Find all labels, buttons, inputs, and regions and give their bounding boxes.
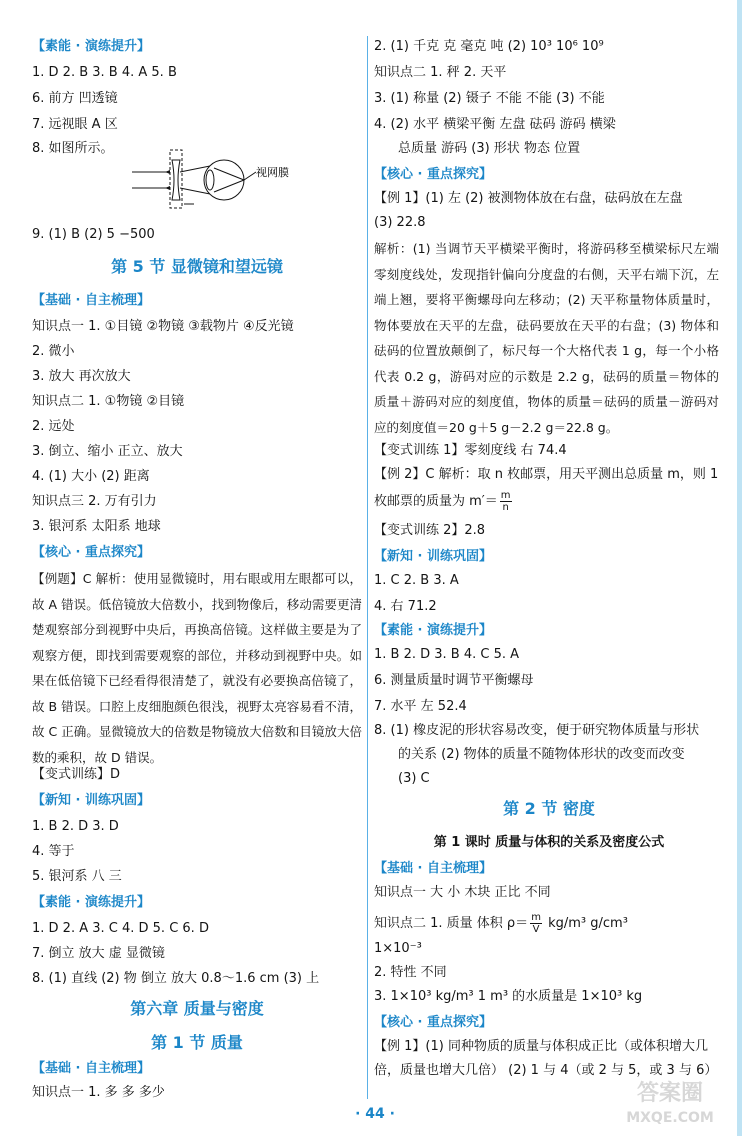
answer-line: 【例 1】(1) 左 (2) 被测物体放在右盘，砝码放在左盘: [374, 191, 683, 206]
answer-line: 知识点二 1. 秤 2. 天平: [374, 65, 507, 80]
section-heading: 【基础 · 自主梳理】: [374, 861, 492, 876]
section-heading: 【基础 · 自主梳理】: [32, 1061, 150, 1076]
fraction: [500, 490, 512, 513]
answer-line: 1×10⁻³: [374, 941, 422, 956]
answer-line: 3. (1) 称量 (2) 镊子 不能 不能 (3) 不能: [374, 91, 605, 106]
answer-line: [374, 912, 628, 935]
section-heading: 【素能 · 演练提升】: [32, 895, 150, 910]
section-heading: 【新知 · 训练巩固】: [374, 549, 492, 564]
answer-line: 4. (1) 大小 (2) 距离: [32, 469, 150, 484]
answer-line: 5. 银河系 八 三: [32, 869, 122, 884]
example-explanation: 解析：(1) 当调节天平横梁平衡时，将游码移至横梁标尺左端零刻度线处，发现指针偏向分度盘的右侧，天平右端下沉，左端上翘，要将平衡螺母向左移动；(2) 天平称量物体质量时，物体要放在天平的左盘，砝码要放在天平的右盘；(3) 物体和砝码的位置放颠倒了，标尺每一个大格代表 1 g，每一个小格代表 0.2 g，游码对应的示数是 2.2 g，砝码的质量＝物体的质量＋游码对应的刻度值，物体的质量＝砝码的质量－游码对应的刻度值＝20 g＋5 g－2.2 g＝22.8 g。: [374, 241, 719, 435]
answer-line: 7. 水平 左 52.4: [374, 699, 467, 714]
retina-label: 视网膜: [256, 166, 289, 179]
answer-line: 7. 倒立 放大 虚 显微镜: [32, 946, 165, 961]
answer-line: 1. B 2. D 3. D: [32, 819, 119, 834]
answer-line: 倍，质量也增大几倍） (2) 1 与 4（或 2 与 5，或 3 与 6）: [374, 1063, 718, 1078]
answer-line: 2. 远处: [32, 419, 75, 434]
section-heading: 【基础 · 自主梳理】: [32, 293, 150, 308]
answer-line: 知识点三 2. 万有引力: [32, 494, 157, 509]
answer-line: 2. (1) 千克 克 毫克 吨 (2) 10³ 10⁶ 10⁹: [374, 39, 604, 54]
answer-line: 【变式训练 1】零刻度线 右 74.4: [374, 443, 567, 458]
answer-line: 3. 1×10³ kg/m³ 1 m³ 的水质量是 1×10³ kg: [374, 989, 643, 1004]
answer-line: 7. 远视眼 A 区: [32, 117, 118, 132]
answer-line: 2. 特性 不同: [374, 965, 447, 980]
answer-line: 3. 倒立、缩小 正立、放大: [32, 444, 183, 459]
answer-text: 枚邮票的质量为 m′＝: [374, 494, 498, 509]
section-heading: 【新知 · 训练巩固】: [32, 793, 150, 808]
fraction-numerator: m: [500, 490, 511, 501]
column-divider: [367, 36, 368, 1099]
example-explanation: 【例题】C 解析：使用显微镜时，用右眼或用左眼都可以，故 A 错误。低倍镜放大倍数小，找到物像后，移动需要更清楚观察部分到视野中央后，再换高倍镜。这样做主要是为了观察方便，即找到需要观察的部位，并移动到视野中央。如果在低倍镜下已经看得很清楚了，就没有必要换高倍镜了，故 B 错误。口腔上皮细胞颜色很浅，视野太亮容易看不清，故 C 正确。显微镜放大的倍数是物镜放大倍数和目镜放大倍数的乘积，故 D 错误。: [32, 571, 362, 765]
answer-line: 8. 如图所示。: [32, 141, 114, 156]
page-number: · 44 ·: [355, 1106, 395, 1122]
answer-line: 【例 1】(1) 同种物质的质量与体积成正比（或体积增大几: [374, 1039, 708, 1054]
answer-line: 知识点一 1. 多 多 多少: [32, 1085, 165, 1100]
answer-line: 4. 右 71.2: [374, 599, 437, 614]
answer-line: 知识点一 1. ①目镜 ②物镜 ③载物片 ④反光镜: [32, 319, 294, 334]
section-title: 第 1 节 质量: [151, 1033, 243, 1052]
section-heading: 【核心 · 重点探究】: [32, 545, 150, 560]
fraction-denominator: V: [532, 924, 540, 935]
section-heading: 【素能 · 演练提升】: [374, 623, 492, 638]
answer-line: 总质量 游码 (3) 形状 物态 位置: [398, 141, 581, 156]
answer-line: 的关系 (2) 物体的质量不随物体形状的改变而改变: [398, 747, 685, 762]
answer-line: 6. 前方 凹透镜: [32, 91, 118, 106]
answer-line: 1. B 2. D 3. B 4. C 5. A: [374, 647, 520, 662]
section-heading: 【素能 · 演练提升】: [32, 39, 150, 54]
answer-line: 【变式训练 2】2.8: [374, 523, 486, 538]
answer-line: 8. (1) 直线 (2) 物 倒立 放大 0.8～1.6 cm (3) 上: [32, 971, 320, 986]
watermark-subtext: MXQE.COM: [626, 1110, 714, 1126]
answer-line: 【例 2】C 解析：取 n 枚邮票，用天平测出总质量 m，则 1: [374, 467, 719, 482]
watermark-logo: [610, 1072, 730, 1128]
section-heading: 【核心 · 重点探究】: [374, 1015, 492, 1030]
answer-line: 1. D 2. A 3. C 4. D 5. C 6. D: [32, 921, 209, 936]
answer-line: 1. C 2. B 3. A: [374, 573, 459, 588]
fraction-denominator: n: [502, 502, 509, 513]
answer-line: 知识点二 1. ①物镜 ②目镜: [32, 394, 185, 409]
answer-line: [374, 490, 514, 513]
answer-line: 6. 测量质量时调节平衡螺母: [374, 673, 534, 688]
chapter-title: 第六章 质量与密度: [130, 999, 264, 1018]
unit-text: kg/m³ g/cm³: [548, 916, 628, 931]
answer-line: 4. 等于: [32, 844, 75, 859]
answer-line: 2. 微小: [32, 344, 75, 359]
answer-line: 4. (2) 水平 横梁平衡 左盘 砝码 游码 横梁: [374, 117, 616, 132]
answer-line: 9. (1) B (2) 5 −500: [32, 227, 155, 242]
section-heading: 【核心 · 重点探究】: [374, 167, 492, 182]
answer-text: 知识点二 1. 质量 体积 ρ＝: [374, 916, 529, 931]
fraction-numerator: m: [531, 912, 541, 923]
lesson-subtitle: 第 1 课时 质量与体积的关系及密度公式: [433, 835, 665, 850]
section-title: 第 5 节 显微镜和望远镜: [111, 257, 283, 276]
answer-line: 知识点一 大 小 木块 正比 不同: [374, 885, 551, 900]
answer-line: 3. 银河系 太阳系 地球: [32, 519, 161, 534]
answer-line: 8. (1) 橡皮泥的形状容易改变，便于研究物体质量与形状: [374, 723, 700, 738]
watermark-text: 答案圈: [636, 1081, 704, 1106]
answer-line: (3) C: [398, 771, 430, 786]
eye-lens-diagram: [132, 146, 292, 218]
answer-line: (3) 22.8: [374, 215, 426, 230]
section-title: 第 2 节 密度: [503, 799, 595, 818]
answer-line: 【变式训练】D: [32, 767, 121, 782]
density-fraction: [530, 912, 542, 935]
page-edge-strip: [737, 0, 742, 1136]
answer-line: 1. D 2. B 3. B 4. A 5. B: [32, 65, 177, 80]
answer-line: 3. 放大 再次放大: [32, 369, 131, 384]
